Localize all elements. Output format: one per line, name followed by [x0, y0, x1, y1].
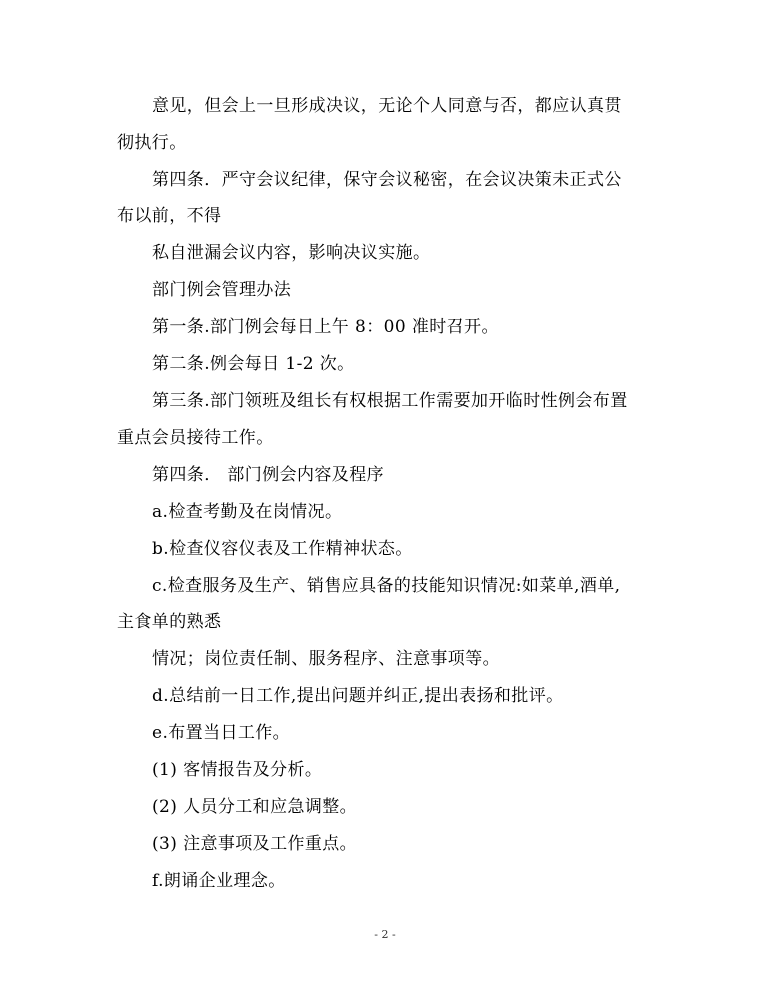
- list-item-continuation: 情况；岗位责任制、服务程序、注意事项等。: [152, 649, 500, 669]
- list-item: f.朗诵企业理念。: [152, 871, 286, 891]
- paragraph-line: 第四条．严守会议纪律，保守会议秘密，在会议决策未正式公: [152, 170, 622, 190]
- list-item: d.总结前一日工作,提出问题并纠正,提出表扬和批评。: [152, 686, 564, 706]
- sub-list-item: (2) 人员分工和应急调整。: [152, 797, 358, 817]
- paragraph-line: 第一条.部门例会每日上午 8：00 准时召开。: [152, 317, 499, 337]
- list-item: a.检查考勤及在岗情况。: [152, 502, 343, 522]
- list-item: e.布置当日工作。: [152, 723, 291, 743]
- paragraph-line: 第三条.部门领班及组长有权根据工作需要加开临时性例会布置: [152, 391, 628, 411]
- sub-list-item: (3) 注意事项及工作重点。: [152, 834, 358, 854]
- page-number: - 2 -: [374, 928, 396, 941]
- paragraph-line: 布以前，不得: [117, 206, 222, 226]
- list-item-continuation: 主食单的熟悉: [117, 612, 222, 632]
- paragraph-line: 第四条． 部门例会内容及程序: [152, 465, 385, 485]
- paragraph-line: 彻执行。: [117, 133, 187, 153]
- paragraph-line: 第二条.例会每日 1-2 次。: [152, 354, 355, 374]
- list-item: c.检查服务及生产、销售应具备的技能知识情况:如菜单,酒单,: [152, 576, 621, 596]
- sub-list-item: (1) 客情报告及分析。: [152, 760, 323, 780]
- list-item: b.检查仪容仪表及工作精神状态。: [152, 539, 413, 559]
- paragraph-line: 意见，但会上一旦形成决议，无论个人同意与否，都应认真贯: [152, 96, 622, 116]
- section-heading: 部门例会管理办法: [152, 280, 292, 300]
- paragraph-line: 私自泄漏会议内容，影响决议实施。: [152, 243, 431, 263]
- paragraph-line: 重点会员接待工作。: [117, 428, 274, 448]
